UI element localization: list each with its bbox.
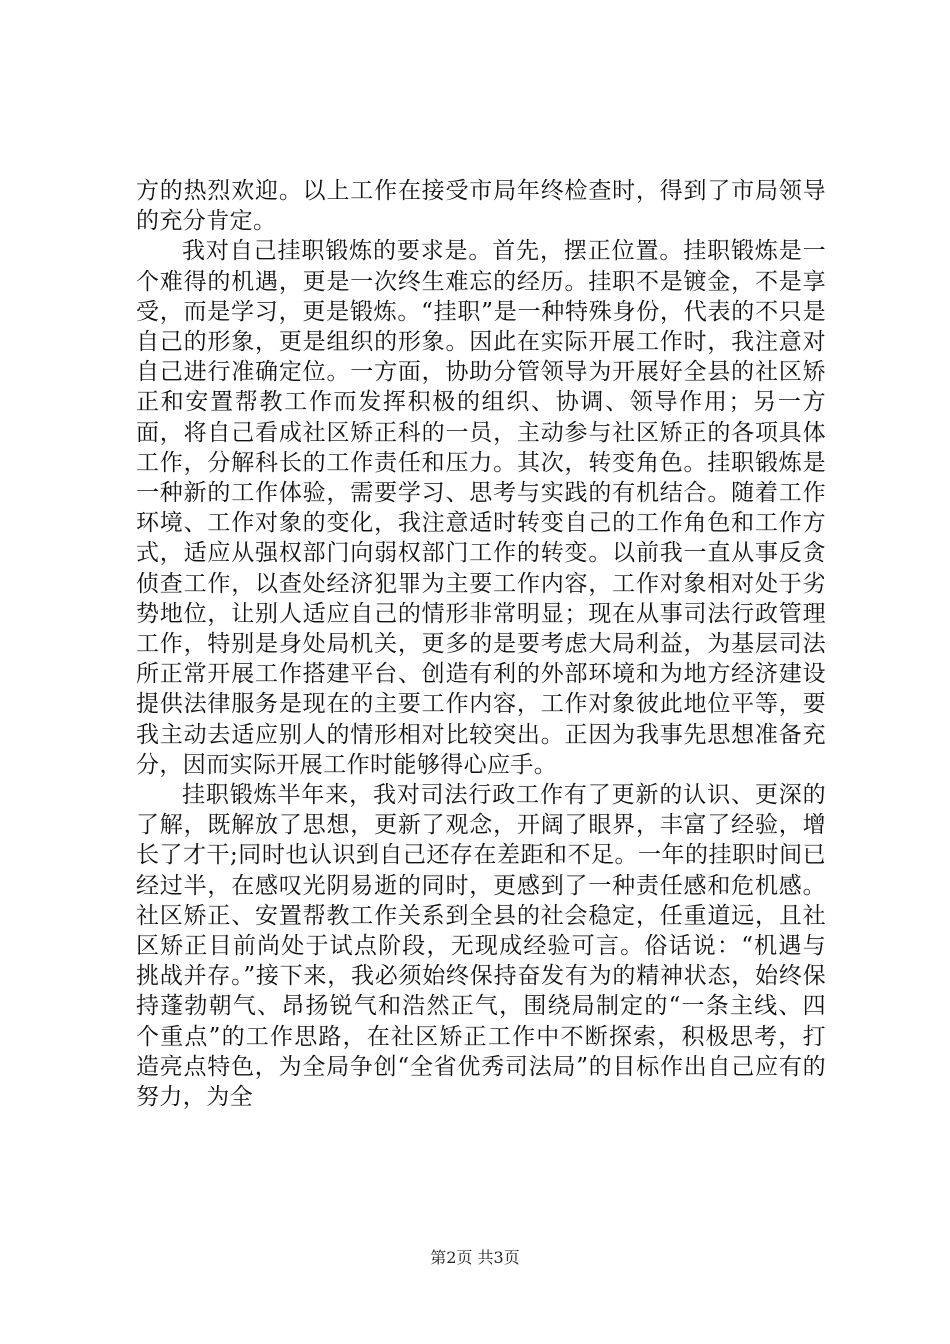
page-footer: 第2页 共3页 [430, 1248, 520, 1267]
paragraph-continuation: 方的热烈欢迎。以上工作在接受市局年终检查时，得到了市局领导的充分肯定。 [136, 178, 826, 235]
document-body [136, 176, 826, 1112]
paragraph-half-year-summary: 挂职锻炼半年来，我对司法行政工作有了更新的认识、更深的了解，既解放了思想，更新了观念，开阔了眼界，丰富了经验，增长了才干;同时也认识到自己还存在差距和不足。一年的挂职时间已经过半，在感叹光阴易逝的同时，更感到了一种责任感和危机感。社区矫正、安置帮教工作关系到全县的社会稳定，任重道远，且社区矫正目前尚处于试点阶段，无现成经验可言。俗话说：“机遇与挑战并存。”接下来，我必须始终保持奋发有为的精神状态，始终保持蓬勃朝气、昂扬锐气和浩然正气，围绕局制定的“一条主线、四个重点”的工作思路，在社区矫正工作中不断探索，积极思考，打造亮点特色，为全局争创“全省优秀司法局”的目标作出自己应有的努力，为全 [136, 782, 826, 1111]
paragraph-self-requirements: 我对自己挂职锻炼的要求是。首先，摆正位置。挂职锻炼是一个难得的机遇，更是一次终生难忘的经历。挂职不是镀金，不是享受，而是学习，更是锻炼。“挂职”是一种特殊身份，代表的不只是自己的形象，更是组织的形象。因此在实际开展工作时，我注意对自己进行准确定位。一方面，协助分管领导为开展好全县的社区矫正和安置帮教工作而发挥积极的组织、协调、领导作用；另一方面，将自己看成社区矫正科的一员，主动参与社区矫正的各项具体工作，分解科长的工作责任和压力。其次，转变角色。挂职锻炼是一种新的工作体验，需要学习、思考与实践的有机结合。随着工作环境、工作对象的变化，我注意适时转变自己的工作角色和工作方式，适应从强权部门向弱权部门工作的转变。以前我一直从事反贪侦查工作，以查处经济犯罪为主要工作内容，工作对象相对处于劣势地位，让别人适应自己的情形非常明显；现在从事司法行政管理工作，特别是身处局机关，更多的是要考虑大局利益，为基层司法所正常开展工作搭建平台、创造有利的外部环境和为地方经济建设提供法律服务是现在的主要工作内容，工作对象彼此地位平等，要我主动去适应别人的情形相对比较突出。正因为我事先思想准备充分，因而实际开展工作时能够得心应手。 [136, 238, 826, 778]
